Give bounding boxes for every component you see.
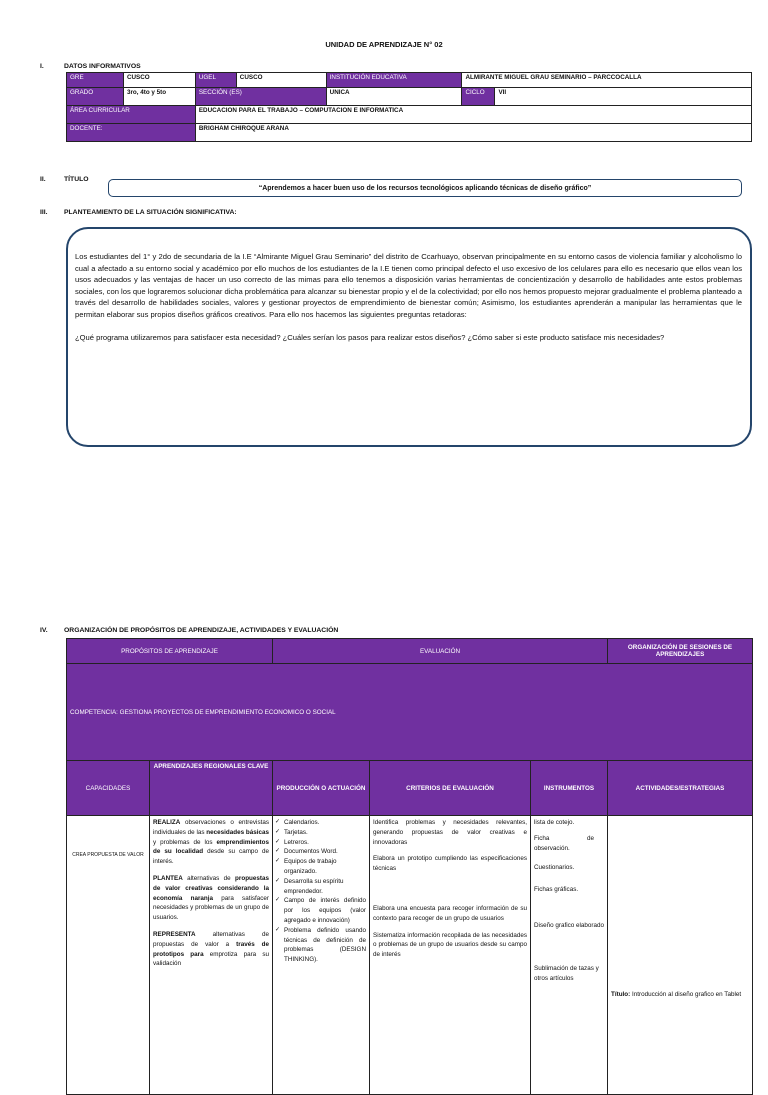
competencia-row: COMPETENCIA: GESTIONA PROYECTOS DE EMPRENDIMIENTO ECONOMICO O SOCIAL: [67, 664, 753, 761]
section-3-heading: [40, 209, 237, 216]
criterio-item: Elabora una encuesta para recoger información de su contexto para recoger de un grupo de usuarios: [373, 904, 527, 922]
produccion-item: ✓ Equipos de trabajo organizado.: [284, 857, 366, 877]
section-number: III.: [40, 209, 48, 216]
produccion-item: ✓ Calendarios.: [284, 818, 366, 828]
criterio-item: Sistematiza información recopilada de las necesidades o problemas de un grupo de usuarios desde su campo de interés: [373, 931, 527, 959]
seccion-value: UNICA: [326, 88, 462, 106]
evaluacion-header: EVALUACIÓN: [273, 639, 608, 664]
ap3-bold: través de prototipos para: [153, 940, 270, 958]
ap3-text: emprotiza para su validación: [153, 950, 269, 968]
page-title: UNIDAD DE APRENDIZAJE N° 02: [325, 40, 443, 49]
instrumento-item: Cuestionarios.: [534, 864, 575, 872]
aprendizajes-cell: [150, 816, 273, 1095]
section-title: DATOS INFORMATIVOS: [64, 63, 141, 70]
produccion-cell: [273, 816, 370, 1095]
grado-value: 3ro, 4to y 5to: [123, 88, 195, 106]
ugel-value: CUSCO: [236, 73, 326, 88]
ie-label: INSTITUCIÓN EDUCATIVA: [326, 73, 462, 88]
ie-value: ALMIRANTE MIGUEL GRAU SEMINARIO – PARCCOCALLA: [462, 73, 752, 88]
section-number: IV.: [40, 627, 48, 634]
ap2-verb: PLANTEA: [153, 874, 183, 882]
ap1-verb: REALIZA: [153, 819, 181, 826]
instrumento-item: Fichas gráficas.: [534, 886, 579, 894]
instrumento-item: Sublimación de tazas y otros artículos: [534, 964, 599, 982]
section-title: ORGANIZACIÓN DE PROPÓSITOS DE APRENDIZAJE, ACTIVIDADES Y EVALUACIÓN: [64, 627, 339, 634]
ap1-bold: emprendimientos de su localidad: [153, 838, 269, 856]
actividad-label: Título:: [611, 991, 631, 998]
section-4-heading: [40, 627, 338, 634]
actividad-value: Introducción al diseño grafico en Tablet: [632, 991, 742, 998]
aprendizajes-header: APRENDIZAJES REGIONALES CLAVE: [150, 761, 273, 816]
actividades-cell: [608, 816, 753, 1095]
instrumentos-cell: [531, 816, 608, 1095]
instrumentos-header: INSTRUMENTOS: [531, 761, 608, 816]
instrumento-item: Ficha de observación.: [534, 834, 594, 852]
gre-label: GRE: [67, 73, 124, 88]
grado-label: GRADO: [67, 88, 124, 106]
produccion-item: ✓ Tarjetas.: [284, 828, 366, 838]
actividades-header: ACTIVIDADES/ESTRATEGIAS: [608, 761, 753, 816]
ap2-text: alternativas de: [182, 874, 236, 882]
ap1-bold: necesidades básicas: [206, 828, 269, 836]
criterio-item: Elabora un prototipo cumpliendo las especificaciones técnicas: [373, 855, 527, 873]
area-label: ÁREA CURRICULAR: [67, 106, 196, 124]
ap3-verb: REPRESENTA: [153, 930, 196, 938]
section-title: PLANTEAMIENTO DE LA SITUACIÓN SIGNIFICATIVA:: [64, 209, 237, 216]
produccion-item: ✓ Campo de interés definido por los equipos (valor agregado e innovación): [284, 896, 366, 925]
area-value: EDUCACION PARA EL TRABAJO – COMPUTACION E INFORMATICA: [195, 106, 751, 124]
ap1-text: observaciones o entrevistas individuales de las: [153, 819, 269, 836]
produccion-item: ✓ Desarrolla su espíritu emprendedor.: [284, 877, 366, 897]
ap2-text: para satisfacer necesidades y problemas de un grupo de usuarios.: [153, 894, 269, 922]
ciclo-value: VII: [495, 88, 752, 106]
situation-box: [66, 227, 752, 447]
challenge-questions: ¿Qué programa utilizaremos para satisfacer esta necesidad? ¿Cuáles serían los pasos para realizar estos diseños? ¿Cómo saber si este producto satisface mis necesidades?: [75, 332, 665, 342]
produccion-item: ✓ Problema definido usando técnicas de definición de problemas (DESIGN THINKING).: [284, 926, 366, 965]
section-number: I.: [40, 63, 44, 70]
produccion-item: ✓ Letreros.: [284, 838, 366, 848]
instrumento-item: Diseño grafico elaborado: [534, 921, 605, 929]
criterios-cell: [370, 816, 531, 1095]
gre-value: CUSCO: [123, 73, 195, 88]
unit-title-box: “Aprendemos a hacer buen uso de los recursos tecnológicos aplicando técnicas de diseño gráfico”: [108, 179, 742, 197]
seccion-label: SECCIÓN (ES): [195, 88, 326, 106]
produccion-item: ✓ Documentos Word.: [284, 847, 366, 857]
ugel-label: UGEL: [195, 73, 236, 88]
section-number: II.: [40, 176, 46, 183]
docente-value: BRIGHAM CHIROQUE ARANA: [195, 124, 751, 142]
info-table: [66, 72, 752, 142]
propositos-header: PROPÓSITOS DE APRENDIZAJE: [67, 639, 273, 664]
capacidad-cell: CREA PROPUESTA DE VALOR: [67, 816, 150, 1095]
capacidades-header: CAPACIDADES: [67, 761, 150, 816]
ap1-text: desde su campo de interés.: [153, 848, 269, 866]
section-2-heading: [40, 176, 89, 183]
criterios-header: CRITERIOS DE EVALUACIÓN: [370, 761, 531, 816]
organizacion-header: ORGANIZACIÓN DE SESIONES DE APRENDIZAJES: [608, 639, 753, 664]
situation-paragraph: Los estudiantes del 1° y 2do de secundaria de la I.E “Almirante Miguel Grau Seminario” del distrito de Ccarhuayo, observan principalmente en su entorno casos de violencia familiar y alcoholismo lo cual a afectado a su entorno social y académico por ello muchos de los estudiantes de la I.E tienen como principal defecto el uso excesivo de los celulares para ello es necesario que ellos vean los usos adecuados y las ventajas de hacer un uso correcto de las mimas para ello tenemos a disposición varias herramientas de concientización y desarrollo de habilidades ante estos problemas sociales, con los que lograremos solucionar dicha problemática para alcanzar su bienestar propio y el de la colectividad; por ello nos hemos propuesto mejorar gradualmente el problema planteado a través del desarrollo de habilidades sociales, valores y gestionar proyectos de emprendimiento de bienestar común; Asimismo, los estudiantes aprenderán a manipular las herramientas que le permitan elaborar sus propios diseños gráficos creativos. Para ello nos hacemos las siguientes preguntas retadoras:: [75, 252, 742, 319]
instrumento-item: lista de cotejo.: [534, 819, 575, 826]
section-title: TÍTULO: [64, 176, 89, 183]
produccion-header: PRODUCCIÓN O ACTUACIÓN: [273, 761, 370, 816]
docente-label: DOCENTE:: [67, 124, 196, 142]
ap1-text: y problemas de los: [153, 838, 217, 846]
ciclo-label: CICLO: [462, 88, 495, 106]
ap3-text: alternativas de propuestas de valor a: [153, 930, 269, 948]
ap2-bold: propuestas de valor creativas considerando la economía naranja: [153, 874, 269, 902]
criterio-item: Identifica problemas y necesidades relevantes, generando propuestas de valor creativas e innovadoras: [373, 819, 527, 846]
organization-table: [66, 638, 753, 1095]
section-1-heading: [40, 63, 141, 70]
